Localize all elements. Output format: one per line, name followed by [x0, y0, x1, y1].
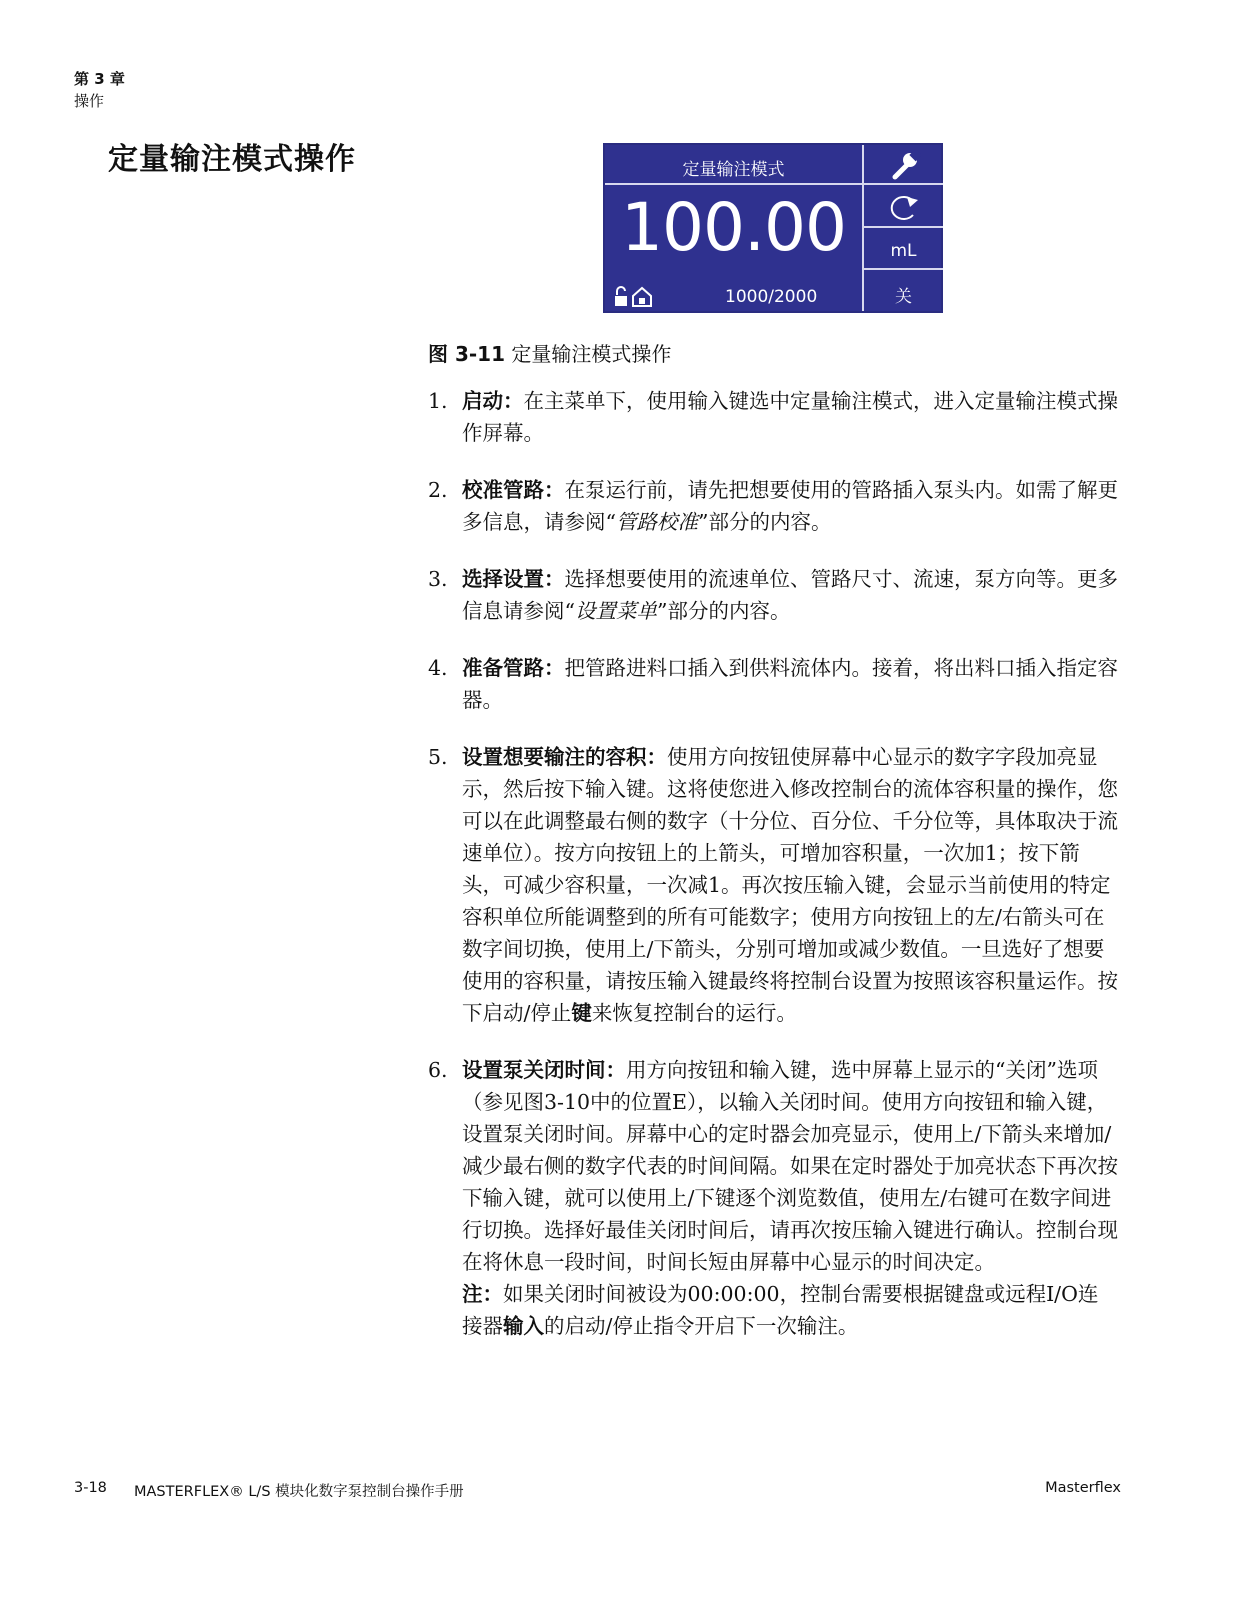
- figure-caption: [428, 338, 671, 367]
- step-item: [428, 474, 1118, 538]
- step-item: [428, 741, 1118, 1029]
- step-text: 来恢复控制台的运行。: [591, 1001, 797, 1025]
- step-text: 用方向按钮和输入键，选中屏幕上显示的“关闭”选项（参见图3-10中的位置E），以输入关闭时间。使用方向按钮和输入键，设置泵关闭时间。屏幕中心的定时器会加亮显示，使用上/下箭头来增加/减少最右侧的数字代表的时间间隔。如果在定时器处于加亮状态下再次按下输入键，就可以使用上/下键逐个浏览数值，使用左/右键可在数字间进行切换。选择好最佳关闭时间后，请再次按压输入键进行确认。控制台现在将休息一段时间，时间长短由屏幕中心显示的时间决定。: [462, 1058, 1118, 1274]
- chapter-number: 第 3 章: [74, 70, 125, 88]
- cross-reference: 设置菜单: [574, 599, 657, 623]
- dose-counter: 1000/2000: [725, 287, 818, 307]
- page-number: 3-18: [74, 1480, 107, 1496]
- step-text: 把管路进料口插入到供料流体内。接着，将出料口插入指定容器。: [462, 656, 1118, 712]
- procedure-steps: [428, 385, 1118, 1367]
- note-label: 注：: [462, 1282, 503, 1306]
- step-number: 1.: [428, 389, 448, 413]
- brand-name: Masterflex: [1045, 1480, 1121, 1496]
- step-number: 6.: [428, 1058, 448, 1082]
- bold-word: 输入: [503, 1314, 544, 1338]
- chapter-name: 操作: [74, 92, 105, 110]
- divider-right-2: [864, 268, 943, 270]
- home-icon: [633, 288, 651, 306]
- lock-status-icons: [613, 285, 657, 309]
- step-item: [428, 1054, 1118, 1342]
- step-text: 使用方向按钮使屏幕中心显示的数字字段加亮显示，然后按下输入键。这将使您进入修改控制台的流体容积量的操作，您可以在此调整最右侧的数字（十分位、百分位、千分位等，具体取决于流速单位）。按方向按钮上的上箭头，可增加容积量，一次加1；按下箭头，可减少容积量，一次减1。再次按压输入键，会显示当前使用的特定容积单位所能调整到的所有可能数字；使用方向按钮上的左/右箭头可在数字间切换，使用上/下箭头，分别可增加或减少数值。一旦选好了想要使用的容积量，请按压输入键最终将控制台设置为按照该容积量运作。按下启动/停止: [462, 745, 1118, 1025]
- unlock-icon: [615, 287, 627, 306]
- mode-label: 定量输注模式: [682, 160, 785, 180]
- step-number: 3.: [428, 567, 448, 591]
- unit-label[interactable]: mL: [890, 241, 917, 261]
- step-item: [428, 652, 1118, 716]
- rotate-clockwise-icon[interactable]: [885, 193, 923, 223]
- step-title: 设置泵关闭时间：: [462, 1058, 626, 1082]
- figure-label: 图 3-11: [428, 342, 506, 366]
- wrench-icon[interactable]: [887, 149, 921, 183]
- step-text: ”部分的内容。: [656, 599, 791, 623]
- step-text: 在泵运行前，请先把想要使用的管路插入泵头内。如需了解更多信息，请参阅“: [462, 478, 1118, 534]
- manual-title: MASTERFLEX® L/S 模块化数字泵控制台操作手册: [134, 1484, 464, 1500]
- step-title: 校准管路：: [462, 478, 565, 502]
- divider-right-1: [864, 226, 943, 228]
- step-title: 选择设置：: [462, 567, 565, 591]
- step-item: [428, 563, 1118, 627]
- step-title: 准备管路：: [462, 656, 565, 680]
- figure-text: 定量输注模式操作: [511, 342, 672, 366]
- step-number: 2.: [428, 478, 448, 502]
- cross-reference: 管路校准: [615, 510, 698, 534]
- step-text: 在主菜单下，使用输入键选中定量输注模式，进入定量输注模式操作屏幕。: [462, 389, 1118, 445]
- step-text: 选择想要使用的流速单位、管路尺寸、流速，泵方向等。更多信息请参阅“: [462, 567, 1118, 623]
- note-text: 的启动/停止指令开启下一次输注。: [544, 1314, 859, 1338]
- bold-word: 键: [571, 1001, 592, 1025]
- off-label[interactable]: 关: [895, 287, 912, 307]
- chapter-header: [74, 68, 125, 112]
- section-title: 定量输注模式操作: [108, 142, 356, 177]
- step-text: ”部分的内容。: [697, 510, 832, 534]
- pump-display-screen: [603, 143, 943, 313]
- step-number: 4.: [428, 656, 448, 680]
- step-item: [428, 385, 1118, 449]
- volume-value: 100.00: [621, 189, 846, 266]
- step-title: 设置想要输注的容积：: [462, 745, 667, 769]
- step-number: 5.: [428, 745, 448, 769]
- step-title: 启动：: [462, 389, 524, 413]
- note-text: 如果关闭时间被设为00:00:00，控制台需要根据键盘或远程I/O连接器: [462, 1282, 1099, 1338]
